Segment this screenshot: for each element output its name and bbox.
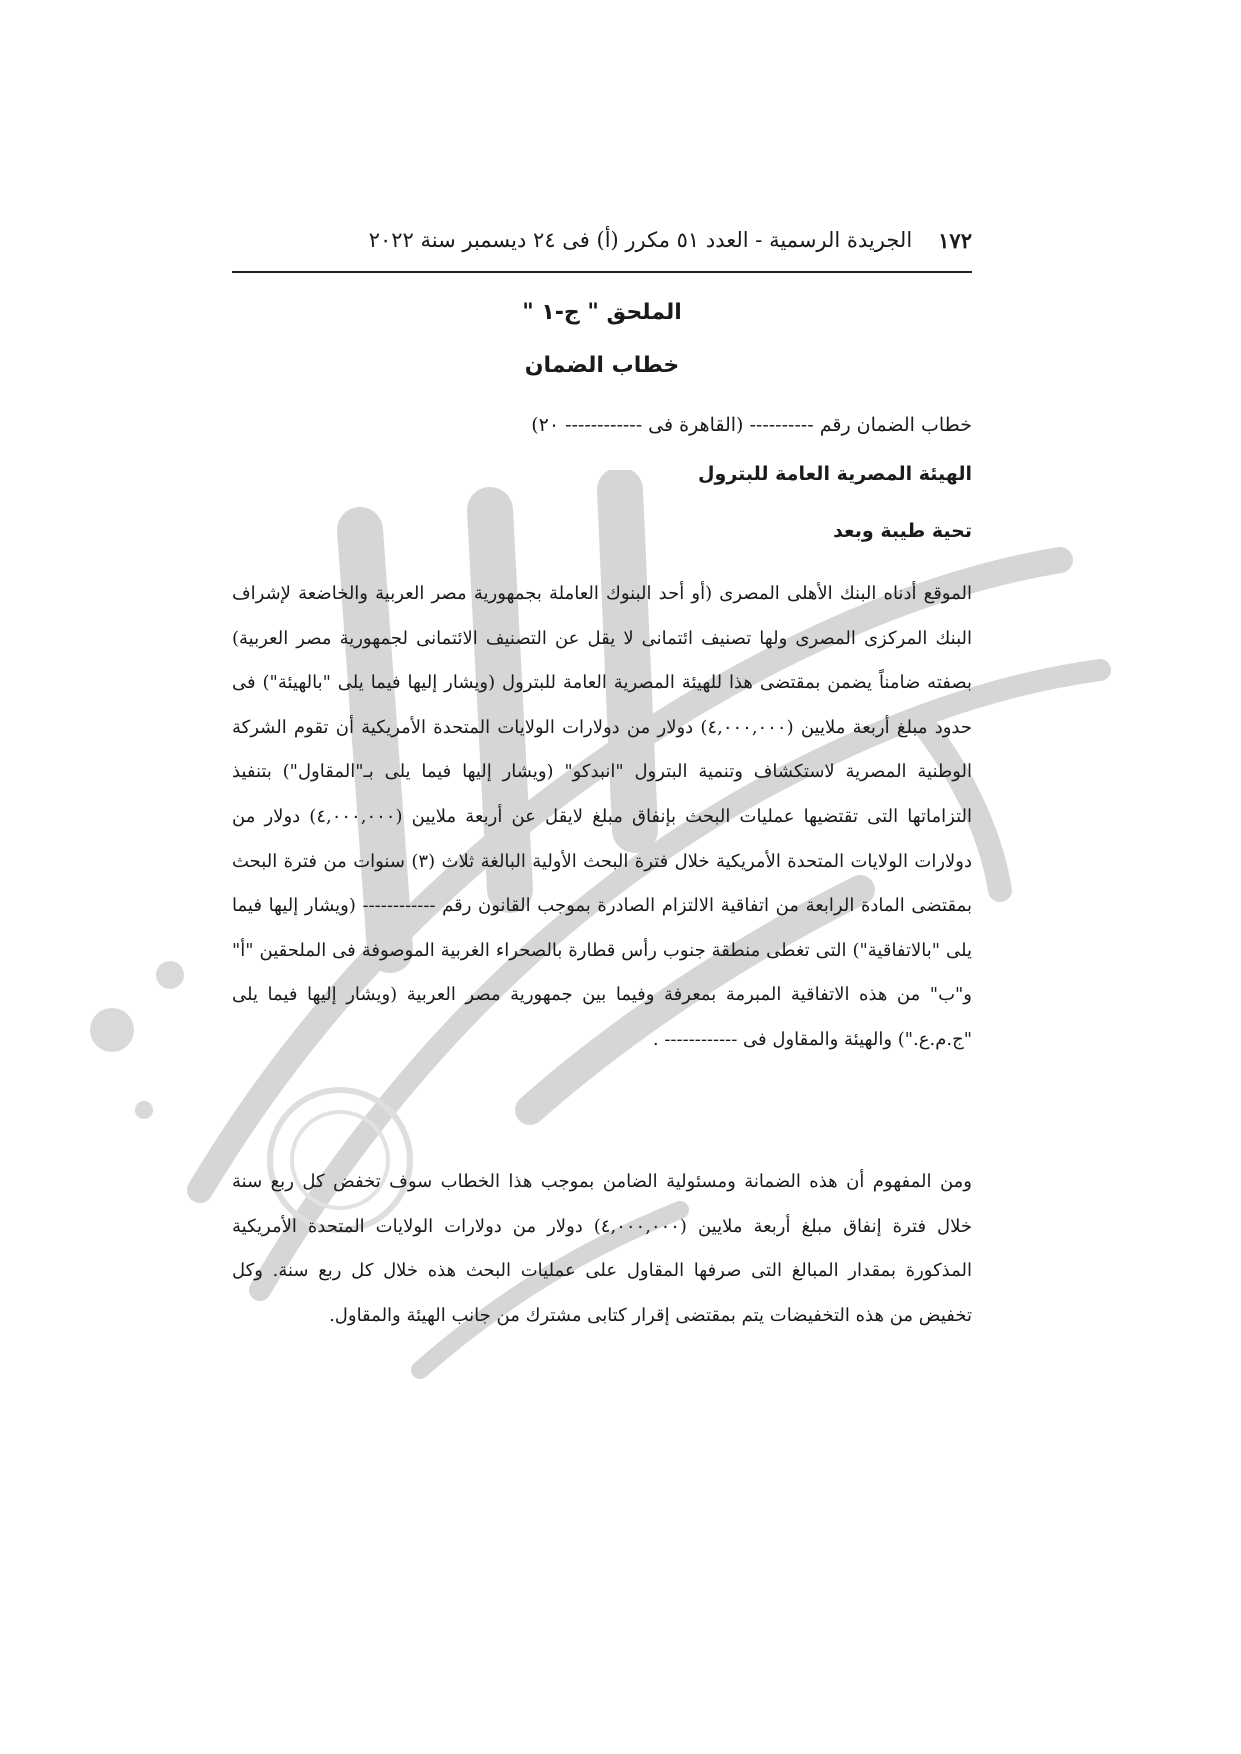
page-number: ١٧٢: [938, 228, 972, 253]
letter-title: خطاب الضمان: [524, 353, 680, 378]
annex-title: الملحق " ج-١ ": [522, 300, 682, 325]
header-divider: [232, 271, 972, 273]
publication-line: الجريدة الرسمية - العدد ٥١ مكرر (أ) فى ٢٤ ديسمبر سنة ٢٠٢٢: [368, 228, 913, 252]
addressee: الهيئة المصرية العامة للبترول: [698, 463, 972, 485]
running-header: [232, 228, 972, 268]
body-paragraph: الموقع أدناه البنك الأهلى المصرى (أو أحد البنوك العاملة بجمهورية مصر العربية والخاضعة لإشراف البنك المركزى المصرى ولها تصنيف ائتمانى لا يقل عن التصنيف الائتمانى لجمهورية مصر العربية) بصفته ضامناً يضمن بمقتضى هذا للهيئة المصرية العامة للبترول (ويشار إليها فيما يلى "بالهيئة") فى حدود مبلغ أربعة ملايين (٤,٠٠٠,٠٠٠) دولار من دولارات الولايات المتحدة الأمريكية أن تقوم الشركة الوطنية المصرية لاستكشاف وتنمية البترول "انبدكو" (ويشار إليها فيما يلى بـ"المقاول") بتنفيذ التزاماتها التى تقتضيها عمليات البحث بإنفاق مبلغ لايقل عن أربعة ملايين (٤,٠٠٠,٠٠٠) دولار من دولارات الولايات المتحدة الأمريكية خلال فترة البحث الأولية البالغة ثلاث (٣) سنوات من فترة البحث بمقتضى المادة الرابعة من اتفاقية الالتزام الصادرة بموجب القانون رقم ------------ (ويشار إليها فيما يلى "بالاتفاقية") التى تغطى منطقة جنوب رأس قطارة بالصحراء الغربية الموصوفة فى الملحقين "أ" و"ب" من هذه الاتفاقية المبرمة بمعرفة وفيما بين جمهورية مصر العربية (ويشار إليها فيما يلى "ج.م.ع.") والهيئة والمقاول فى ------------ .: [232, 583, 973, 1050]
guarantee-reference-line: خطاب الضمان رقم ---------- (القاهرة فى ------------ ٢٠): [531, 414, 972, 436]
gazette-page: [232, 0, 972, 1754]
greeting: تحية طيبة وبعد: [833, 520, 972, 542]
body-paragraph: ومن المفهوم أن هذه الضمانة ومسئولية الضامن بموجب هذا الخطاب سوف تخفض كل ربع سنة خلال فترة إنفاق مبلغ أربعة ملايين (٤,٠٠٠,٠٠٠) دولار من دولارات الولايات المتحدة الأمريكية المذكورة بمقدار المبالغ التى صرفها المقاول على عمليات البحث هذه خلال كل ربع سنة. وكل تخفيض من هذه التخفيضات يتم بمقتضى إقرار كتابى مشترك من جانب الهيئة والمقاول.: [232, 1171, 972, 1326]
